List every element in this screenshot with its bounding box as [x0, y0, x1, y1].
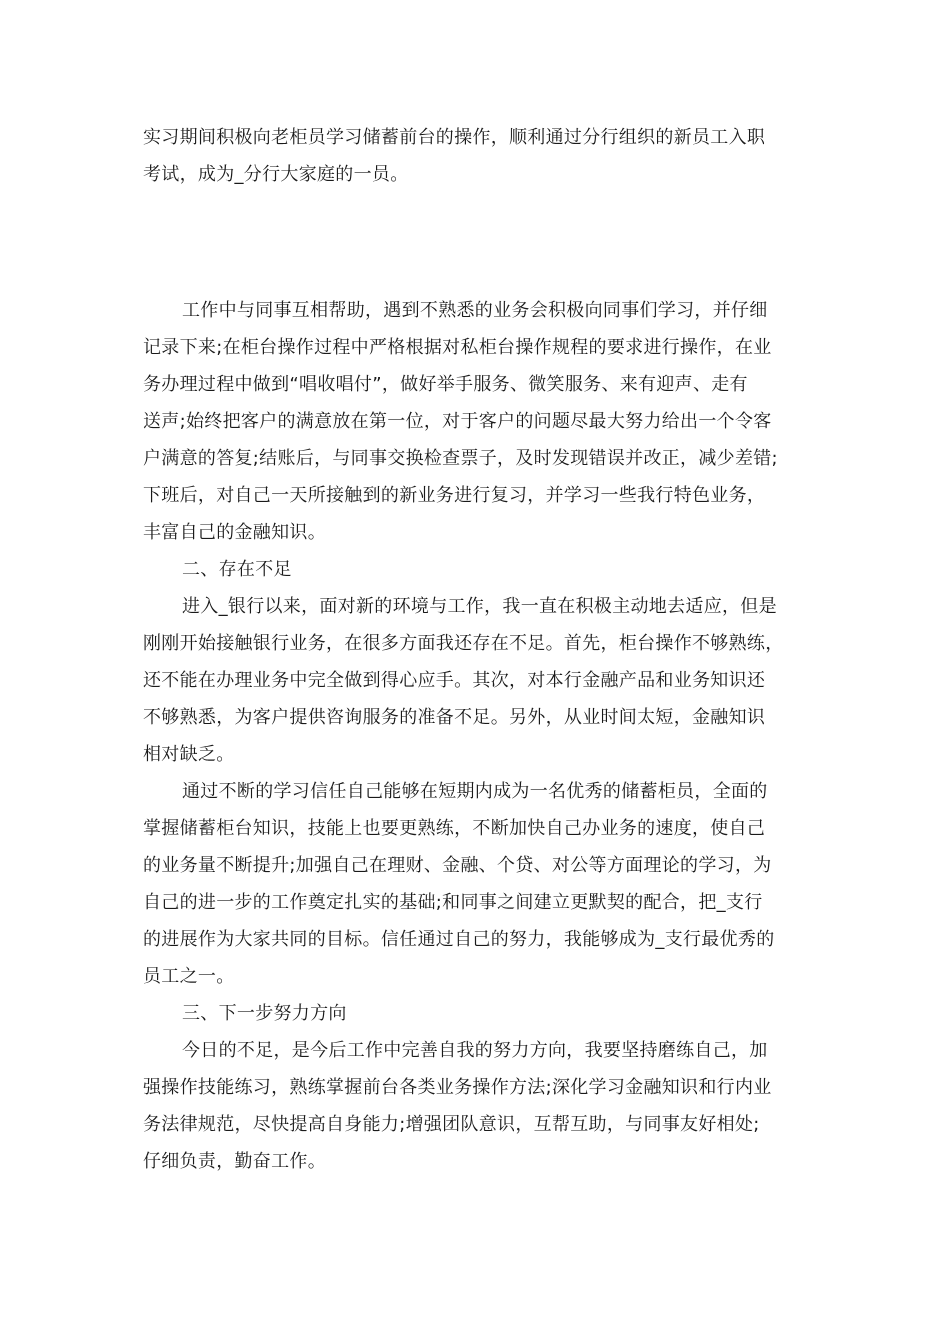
intro-line: 实习期间积极向老柜员学习储蓄前台的操作，顺利通过分行组织的新员工入职 — [143, 127, 766, 148]
work-line: 丰富自己的金融知识。 — [143, 522, 326, 543]
work-line: 下班后，对自己一天所接触到的新业务进行复习，并学习一些我行特色业务， — [143, 485, 766, 506]
section2-line: 的进展作为大家共同的目标。信任通过自己的努力，我能够成为_支行最优秀的 — [143, 929, 775, 950]
work-line: 送声;始终把客户的满意放在第一位，对于客户的问题尽最大努力给出一个令客 — [143, 411, 772, 432]
section2-line: 还不能在办理业务中完全做到得心应手。其次，对本行金融产品和业务知识还 — [143, 670, 766, 691]
section2-line: 掌握储蓄柜台知识，技能上也要更熟练，不断加快自己办业务的速度，使自己 — [143, 818, 766, 839]
section2-line: 相对缺乏。 — [143, 744, 235, 765]
section2-line: 员工之一。 — [143, 966, 235, 987]
work-line: 户满意的答复;结账后，与同事交换检查票子，及时发现错误并改正，减少差错; — [143, 448, 778, 469]
section2-line: 进入_银行以来，面对新的环境与工作，我一直在积极主动地去适应，但是 — [182, 596, 777, 617]
section-heading: 二、存在不足 — [182, 559, 292, 580]
section3-line: 仔细负责，勤奋工作。 — [143, 1151, 326, 1172]
section3-line: 今日的不足，是今后工作中完善自我的努力方向，我要坚持磨练自己，加 — [182, 1040, 768, 1061]
section2-line: 通过不断的学习信任自己能够在短期内成为一名优秀的储蓄柜员，全面的 — [182, 781, 768, 802]
section3-line: 强操作技能练习，熟练掌握前台各类业务操作方法;深化学习金融知识和行内业 — [143, 1077, 772, 1098]
work-line: 记录下来;在柜台操作过程中严格根据对私柜台操作规程的要求进行操作，在业 — [143, 337, 772, 358]
section2-line: 的业务量不断提升;加强自己在理财、金融、个贷、对公等方面理论的学习，为 — [143, 855, 772, 876]
intro-line: 考试，成为_分行大家庭的一员。 — [143, 164, 409, 185]
section2-line: 刚刚开始接触银行业务，在很多方面我还存在不足。首先，柜台操作不够熟练， — [143, 633, 784, 654]
work-line: 工作中与同事互相帮助，遇到不熟悉的业务会积极向同事们学习，并仔细 — [182, 300, 768, 321]
section2-line: 不够熟悉，为客户提供咨询服务的准备不足。另外，从业时间太短，金融知识 — [143, 707, 766, 728]
section-heading: 三、下一步努力方向 — [182, 1003, 347, 1024]
section2-line: 自己的进一步的工作奠定扎实的基础;和同事之间建立更默契的配合，把_支行 — [143, 892, 763, 913]
work-line: 务办理过程中做到“唱收唱付”，做好举手服务、微笑服务、来有迎声、走有 — [143, 374, 748, 395]
section3-line: 务法律规范，尽快提高自身能力;增强团队意识，互帮互助，与同事友好相处; — [143, 1114, 760, 1135]
